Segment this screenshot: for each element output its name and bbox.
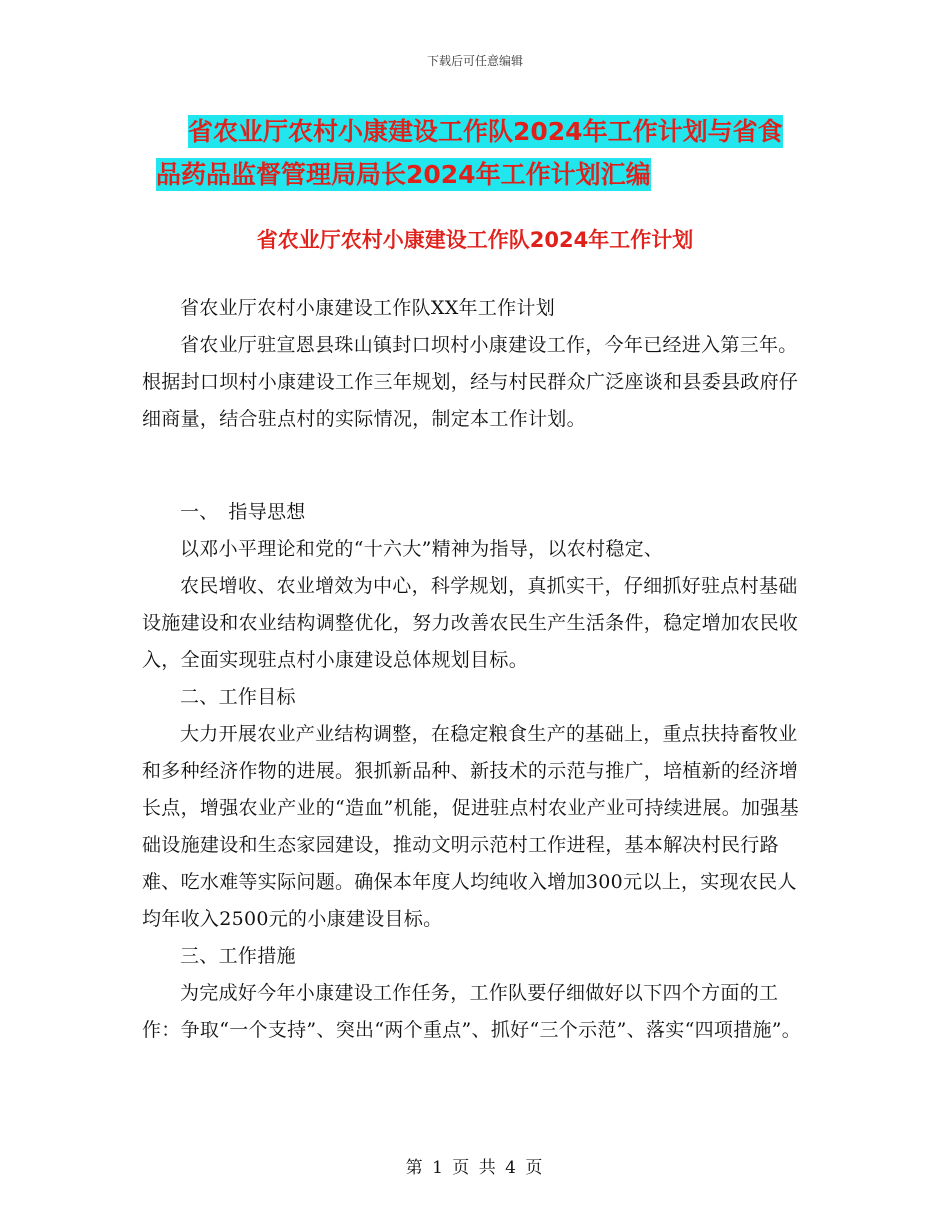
heading-work-goals: 二、工作目标: [180, 686, 296, 708]
paragraph-work-measures: 为完成好今年小康建设工作任务，工作队要仔细做好以下四个方面的工作：争取“一个支持”、突出“两个重点”、抓好“三个示范”、落实“四项措施”。: [142, 982, 802, 1041]
paragraph-intro: 省农业厅驻宣恩县珠山镇封口坝村小康建设工作，今年已经进入第三年。根据封口坝村小康建设工作三年规划，经与村民群众广泛座谈和县委县政府仔细商量，结合驻点村的实际情况，制定本工作计划。: [142, 334, 799, 430]
paragraph-work-goals: 大力开展农业产业结构调整，在稳定粮食生产的基础上，重点扶持畜牧业和多种经济作物的进展。狠抓新品种、新技术的示范与推广，培植新的经济增长点，增强农业产业的“造血”机能，促进驻点村农业产业可持续进展。加强基础设施建设和生态家园建设，推动文明示范村工作进程，基本解决村民行路难、吃水难等实际问题。确保本年度人均纯收入增加300元以上，实现农民人均年收入2500元的小康建设目标。: [142, 723, 799, 930]
document-body: [142, 290, 802, 1049]
document-title-line-1: 省农业厅农村小康建设工作队2024年工作计划与省食: [188, 117, 783, 146]
paragraph-guiding-1: 以邓小平理论和党的“十六大”精神为指导，以农村稳定、: [180, 538, 664, 560]
header-note: 下载后可任意编辑: [426, 54, 523, 68]
heading-work-measures: 三、工作措施: [180, 945, 296, 967]
heading-guiding-thought: 一、 指导思想: [180, 501, 306, 523]
document-title-line-2: 品药品监督管理局局长2024年工作计划汇编: [156, 160, 651, 189]
paragraph-guiding-2: 农民增收、农业增效为中心，科学规划，真抓实干，仔细抓好驻点村基础设施建设和农业结构调整优化，努力改善农民生产生活条件，稳定增加农民收入，全面实现驻点村小康建设总体规划目标。: [142, 575, 799, 671]
section-title: 省农业厅农村小康建设工作队2024年工作计划: [256, 228, 694, 252]
paragraph-gap: [142, 438, 802, 494]
page-footer: 第 1 页 共 4 页: [405, 1158, 545, 1178]
paragraph-plan-heading: 省农业厅农村小康建设工作队XX年工作计划: [180, 297, 556, 319]
document-title: [156, 110, 828, 196]
